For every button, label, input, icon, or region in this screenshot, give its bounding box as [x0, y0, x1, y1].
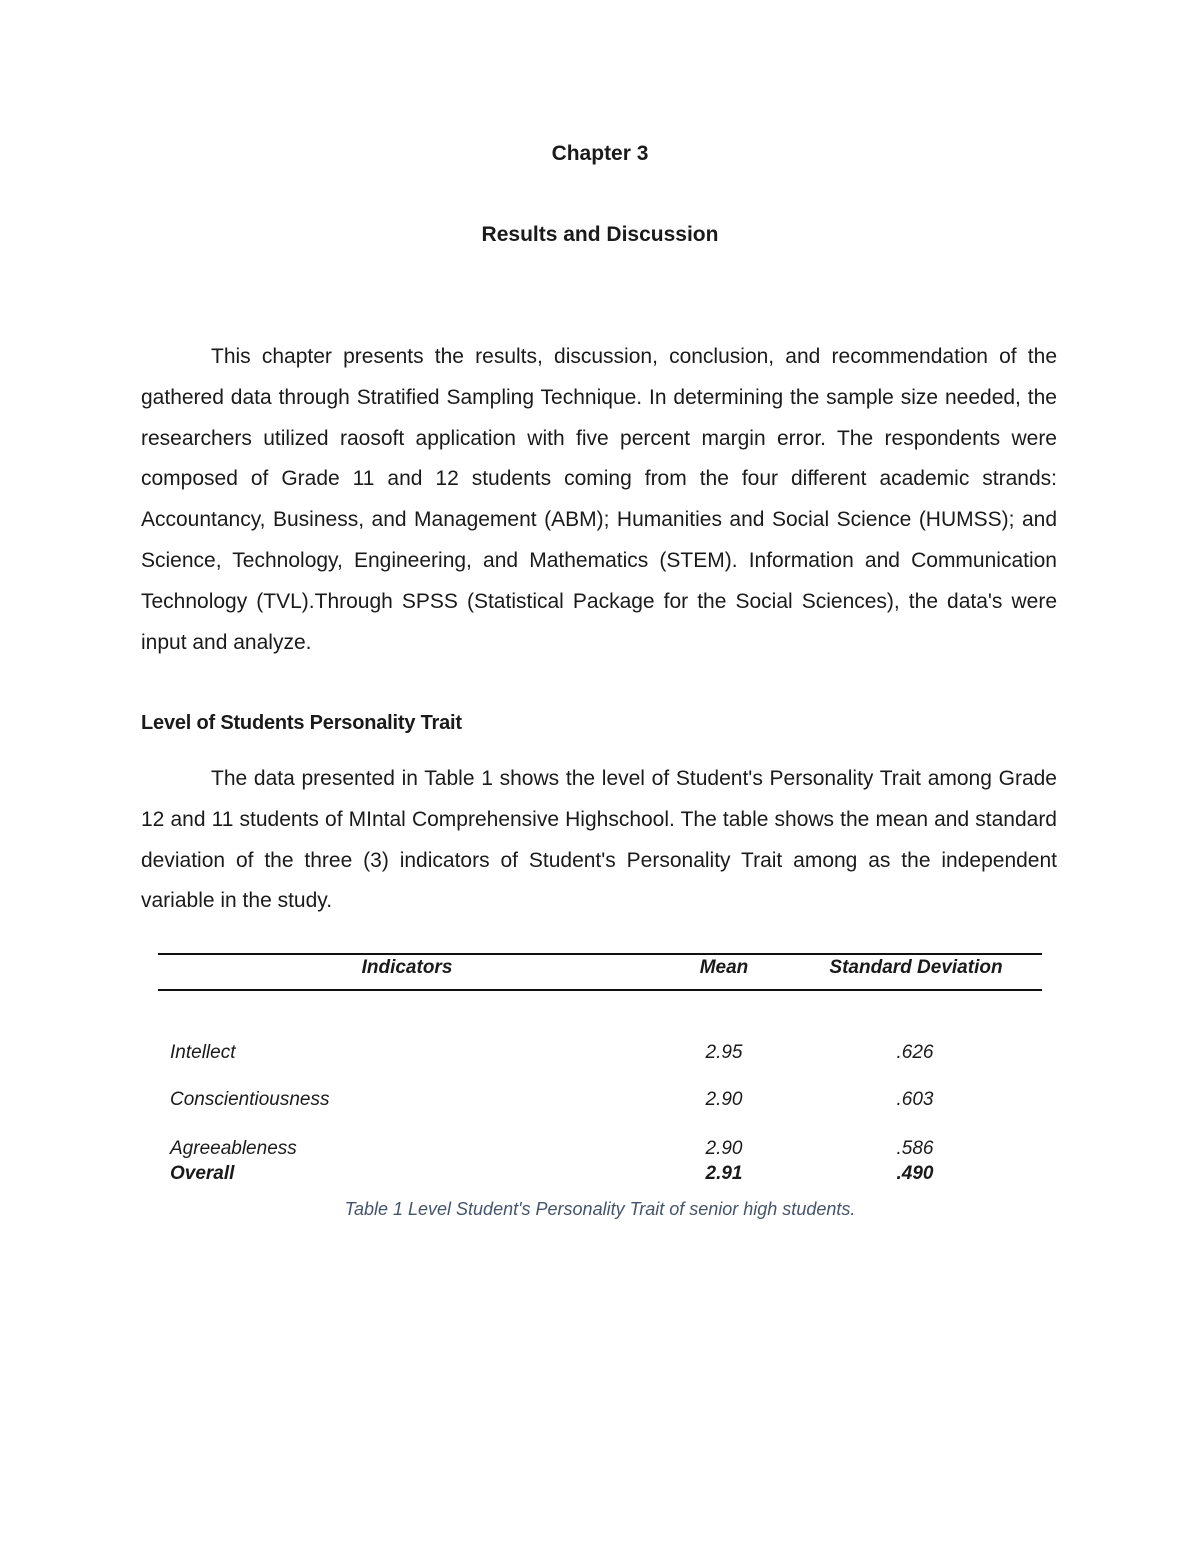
row-indicator: Agreeableness	[170, 1138, 297, 1159]
row-sd: .586	[896, 1138, 934, 1159]
table-top-rule	[158, 953, 1042, 955]
row-indicator: Intellect	[170, 1042, 236, 1063]
row-indicator: Conscientiousness	[170, 1089, 330, 1110]
section-paragraph: The data presented in Table 1 shows the level of Student's Personality Trait among Grade 12 and 11 students of MIntal Comprehensive Highschool. The table shows the mean and standard deviation of the three (3) indicators of Student's Personality Trait among as the independent variable in the study.	[141, 767, 1057, 913]
table-row	[0, 1089, 1200, 1115]
chapter-title: Chapter 3	[551, 142, 649, 165]
chapter-subtitle: Results and Discussion	[481, 223, 719, 246]
row-sd: .626	[896, 1042, 934, 1063]
overall-sd: .490	[896, 1163, 934, 1184]
overall-mean: 2.91	[705, 1163, 743, 1184]
table-row	[0, 1042, 1200, 1068]
table-caption: Table 1 Level Student's Personality Trait of senior high students.	[344, 1199, 856, 1219]
row-mean: 2.90	[705, 1089, 743, 1110]
table-row	[0, 1138, 1200, 1164]
row-mean: 2.95	[705, 1042, 743, 1063]
header-indicators: Indicators	[361, 957, 453, 978]
table-header-rule	[158, 989, 1042, 991]
header-mean: Mean	[699, 957, 749, 978]
table-row-overall	[0, 1163, 1200, 1189]
header-standard-deviation: Standard Deviation	[829, 957, 1003, 978]
overall-indicator: Overall	[170, 1163, 235, 1184]
intro-paragraph: This chapter presents the results, discussion, conclusion, and recommendation of the gathered data through Stratified Sampling Technique. In determining the sample size needed, the researchers utilized raosoft application with five percent margin error. The respondents were composed of Grade 11 and 12 students coming from the four different academic strands: Accountancy, Business, and Management (ABM); Humanities and Social Science (HUMSS); and Science, Technology, Engineering, and Mathematics (STEM). Information and Communication Technology (TVL).Through SPSS (Statistical Package for the Social Sciences), the data's were input and analyze.	[141, 345, 1057, 654]
section-heading: Level of Students Personality Trait	[141, 712, 462, 734]
row-mean: 2.90	[705, 1138, 743, 1159]
row-sd: .603	[896, 1089, 934, 1110]
